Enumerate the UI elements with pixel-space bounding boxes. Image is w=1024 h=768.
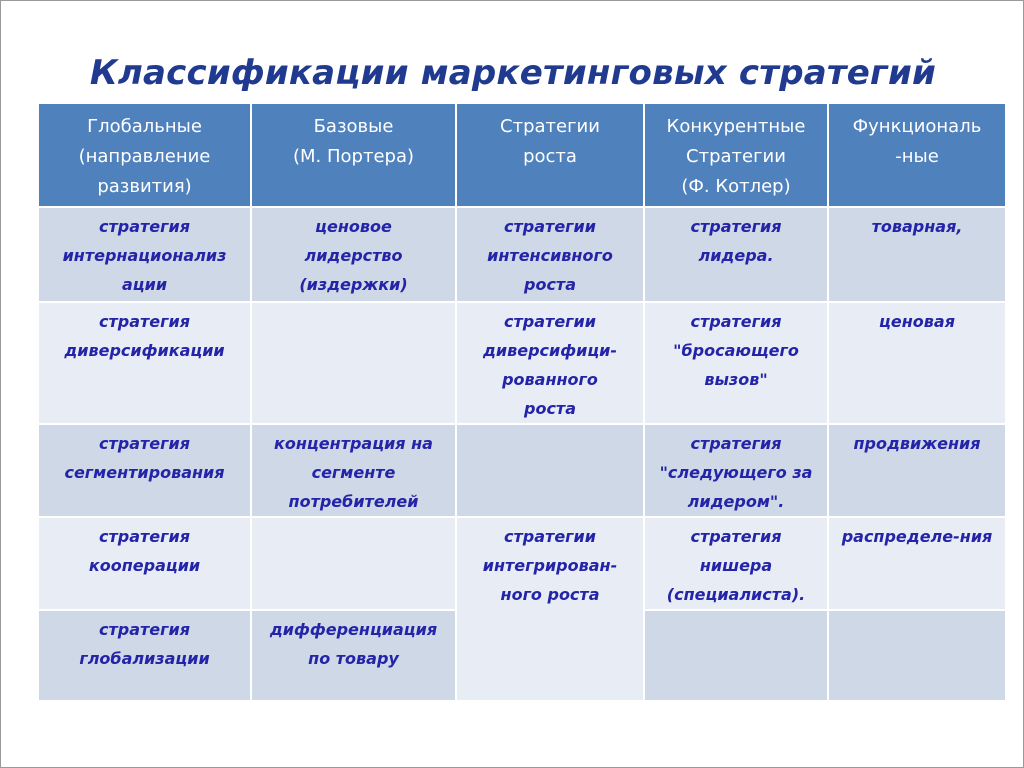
header-functional: Функциональ -ные (828, 103, 1006, 207)
cell-growth (456, 424, 644, 517)
cell-functional: товарная, (828, 207, 1006, 302)
header-basic: Базовые (М. Портера) (251, 103, 456, 207)
table-header-row (38, 103, 1006, 207)
header-growth: Стратегии роста (456, 103, 644, 207)
cell-growth: стратегии диверсифици- рованного роста (456, 302, 644, 424)
cell-competitive: стратегия лидера. (644, 207, 828, 302)
cell-competitive (644, 610, 828, 701)
cell-competitive: стратегия "следующего за лидером". (644, 424, 828, 517)
table-row (38, 517, 1006, 610)
cell-basic: концентрация на сегменте потребителей (251, 424, 456, 517)
header-competitive: Конкурентные Стратегии (Ф. Котлер) (644, 103, 828, 207)
cell-global: стратегия кооперации (38, 517, 251, 610)
cell-basic: дифференциация по товару (251, 610, 456, 701)
table-row (38, 207, 1006, 302)
cell-competitive: стратегия нишера (специалиста). (644, 517, 828, 610)
table-row (38, 424, 1006, 517)
cell-global: стратегия глобализации (38, 610, 251, 701)
header-global: Глобальные (направление развития) (38, 103, 251, 207)
cell-functional: продвижения (828, 424, 1006, 517)
cell-basic (251, 517, 456, 610)
table-row (38, 302, 1006, 424)
cell-basic (251, 302, 456, 424)
cell-functional: распределе-ния (828, 517, 1006, 610)
slide-title: Классификации маркетинговых стратегий (89, 53, 937, 93)
cell-competitive: стратегия "бросающего вызов" (644, 302, 828, 424)
cell-global: стратегия интернационализ ации (38, 207, 251, 302)
cell-global: стратегия сегментирования (38, 424, 251, 517)
cell-global: стратегия диверсификации (38, 302, 251, 424)
cell-functional: ценовая (828, 302, 1006, 424)
cell-growth: стратегии интенсивного роста (456, 207, 644, 302)
cell-growth: стратегии интегрирован- ного роста (456, 517, 644, 701)
cell-basic: ценовое лидерство (издержки) (251, 207, 456, 302)
cell-functional (828, 610, 1006, 701)
strategy-table (37, 102, 1007, 702)
